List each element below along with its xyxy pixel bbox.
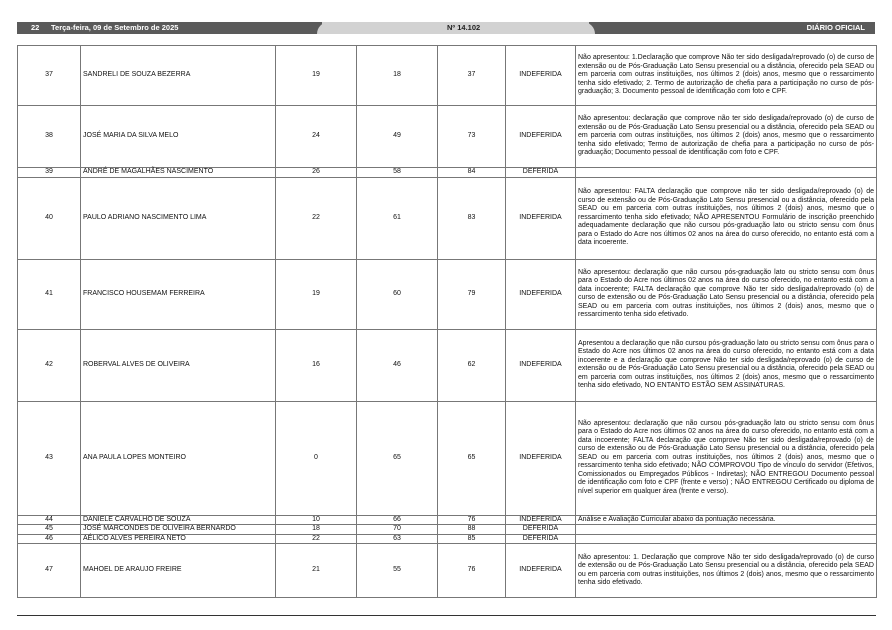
- score-a: 0: [276, 401, 357, 515]
- score-a: 22: [276, 534, 357, 544]
- score-a: 24: [276, 106, 357, 168]
- observation: Não apresentou: declaração que não cursou pós-graduação lato ou stricto sensu com ônus para o Estado do Acre nos últimos 02 anos na área do curso oferecido, no entanto está com a data incoerente; FALTA declaração que comprove Não ter sido desligada/reprovado (o) de curso de extensão ou de Pós-Graduação Lato Sensu presencial ou a distância, oferecido pela SEAD ou em parceria com outras instituições, nos últimos 2 (dois) anos, mesmo que o ressarcimento tenha sido efetivado.: [576, 259, 877, 329]
- score-total: 65: [438, 401, 506, 515]
- table-row: [18, 106, 877, 168]
- table-row: [18, 329, 877, 401]
- observation: Não apresentou: 1.Declaração que comprove Não ter sido desligada/reprovado (o) de curso de extensão ou de Pós-Graduação Lato Sensu presencial ou a distância, oferecido pela SEAD ou em parceria com outras instituições, nos últimos 2 (dois) anos, mesmo que o ressarcimento tenha sido efetivado; 2. Termo de autorização de chefia para a participação no curso de pós-graduação; 3. Documento pessoal de identificação com foto e CPF.: [576, 46, 877, 106]
- candidate-name: FRANCISCO HOUSEMAM FERREIRA: [81, 259, 276, 329]
- status: INDEFERIDA: [506, 329, 576, 401]
- score-b: 49: [357, 106, 438, 168]
- row-number: 40: [18, 177, 81, 259]
- score-total: 85: [438, 534, 506, 544]
- candidate-name: AÉLICO ALVES PEREIRA NETO: [81, 534, 276, 544]
- observation: [576, 525, 877, 535]
- score-total: 37: [438, 46, 506, 106]
- observation: Não apresentou: declaração que não cursou pós-graduação lato ou stricto sensu com ônus para o Estado do Acre nos últimos 02 anos na área do curso oferecido, no entanto está com a data incoerente; FALTA declaração que comprove Não ter sido desligada/reprovado (o) de curso de extensão ou de Pós-Graduação Lato Sensu presencial ou a distância, oferecido pela SEAD ou em parceria com outras instituições, nos últimos 2 (dois) anos, mesmo que o ressarcimento tenha sido efetivado; NÃO COMPROVOU Tipo de vínculo do servidor (Efetivos, Comissionados ou Empregados Públicos - Indiretas); NÃO ENTREGOU Documento pessoal de identificação com foto e CPF (frente e verso) ; NÃO ENTREGOU Certificado ou diploma de nível superior em qualquer área (frente e verso).: [576, 401, 877, 515]
- score-a: 10: [276, 515, 357, 525]
- score-a: 19: [276, 46, 357, 106]
- score-total: 73: [438, 106, 506, 168]
- row-number: 47: [18, 544, 81, 598]
- candidate-name: ANA PAULA LOPES MONTEIRO: [81, 401, 276, 515]
- row-number: 41: [18, 259, 81, 329]
- row-number: 37: [18, 46, 81, 106]
- status: INDEFERIDA: [506, 544, 576, 598]
- score-total: 79: [438, 259, 506, 329]
- table-row: [18, 401, 877, 515]
- candidate-name: ROBERVAL ALVES DE OLIVEIRA: [81, 329, 276, 401]
- table-row: [18, 525, 877, 535]
- score-b: 63: [357, 534, 438, 544]
- score-total: 83: [438, 177, 506, 259]
- observation: Apresentou a declaração que não cursou pós-graduação lato ou stricto sensu com ônus para o Estado do Acre nos últimos 02 anos na área do curso oferecido, no entanto está com a data incoerente e a declaração que comprove Não ter sido desligada/reprovado (o) de curso de extensão ou de Pós-Graduação Lato Sensu presencial ou a distância, oferecido pela SEAD ou em parceria com outras instituições, nos últimos 2 (dois) anos, mesmo que o ressarcimento tenha sido efetivado, NO ENTANTO ESTÃO SEM ASSINATURAS.: [576, 329, 877, 401]
- score-a: 19: [276, 259, 357, 329]
- publication-title: DIÁRIO OFICIAL: [806, 23, 865, 32]
- candidate-name: MAHOEL DE ARAUJO FREIRE: [81, 544, 276, 598]
- table-row: [18, 544, 877, 598]
- status: INDEFERIDA: [506, 401, 576, 515]
- table-row: [18, 177, 877, 259]
- score-a: 22: [276, 177, 357, 259]
- status: DEFERIDA: [506, 525, 576, 535]
- status: INDEFERIDA: [506, 177, 576, 259]
- row-number: 45: [18, 525, 81, 535]
- row-number: 42: [18, 329, 81, 401]
- status: INDEFERIDA: [506, 106, 576, 168]
- observation: Análise e Avaliação Curricular abaixo da pontuação necessária.: [576, 515, 877, 525]
- score-b: 46: [357, 329, 438, 401]
- score-b: 60: [357, 259, 438, 329]
- score-b: 65: [357, 401, 438, 515]
- bottom-rule: [17, 615, 876, 616]
- score-a: 26: [276, 168, 357, 178]
- candidate-name: SANDRELI DE SOUZA BEZERRA: [81, 46, 276, 106]
- candidate-name: PAULO ADRIANO NASCIMENTO LIMA: [81, 177, 276, 259]
- score-a: 18: [276, 525, 357, 535]
- score-total: 76: [438, 544, 506, 598]
- score-b: 61: [357, 177, 438, 259]
- table-row: [18, 515, 877, 525]
- page-number: 22: [31, 23, 40, 32]
- status: DEFERIDA: [506, 168, 576, 178]
- issue-date: Terça-feira, 09 de Setembro de 2025: [51, 23, 179, 32]
- status: INDEFERIDA: [506, 46, 576, 106]
- status: DEFERIDA: [506, 534, 576, 544]
- page-header: [17, 22, 875, 34]
- row-number: 43: [18, 401, 81, 515]
- score-total: 62: [438, 329, 506, 401]
- observation: Não apresentou: 1. Declaração que comprove Não ter sido desligada/reprovado (o) de curso de extensão ou de Pós-Graduação Lato Sensu presencial ou a distância, oferecido pela SEAD ou em parceria com outras instituições, nos últimos 2 (dois) anos, mesmo que o ressarcimento tenha sido efetivado.: [576, 544, 877, 598]
- results-table-body: [18, 46, 877, 598]
- row-number: 39: [18, 168, 81, 178]
- candidate-name: JOSÉ MARIA DA SILVA MELO: [81, 106, 276, 168]
- row-number: 46: [18, 534, 81, 544]
- results-table: [17, 45, 877, 598]
- score-a: 16: [276, 329, 357, 401]
- score-b: 55: [357, 544, 438, 598]
- observation: Não apresentou: declaração que comprove não ter sido desligada/reprovado (o) de curso de extensão ou de Pós-Graduação Lato Sensu presencial ou a distância, oferecido pela SEAD ou em parceria com outras instituições, nos últimos 2 (dois) anos, mesmo que o ressarcimento tenha sido efetivado; Termo de autorização de chefia para a participação no curso de pós-graduação; Documento pessoal de identificação com foto e CPF.: [576, 106, 877, 168]
- score-total: 76: [438, 515, 506, 525]
- table-row: [18, 168, 877, 178]
- candidate-name: JOSÉ MARCONDES DE OLIVEIRA BERNARDO: [81, 525, 276, 535]
- table-row: [18, 259, 877, 329]
- score-a: 21: [276, 544, 357, 598]
- score-b: 18: [357, 46, 438, 106]
- row-number: 38: [18, 106, 81, 168]
- issue-number: Nº 14.102: [447, 23, 481, 32]
- observation: [576, 168, 877, 178]
- score-total: 88: [438, 525, 506, 535]
- status: INDEFERIDA: [506, 259, 576, 329]
- observation: Não apresentou: FALTA declaração que comprove não ter sido desligada/reprovado (o) de curso de extensão ou de Pós-Graduação Lato Sensu presencial ou a distância, oferecido pela SEAD ou em parceria com outras instituições, nos últimos 2 (dois) anos, mesmo que o ressarcimento tenha sido efetivado; NÃO APRESENTOU Formulário de inscrição preenchido adequadamente declaração que não cursou pós-graduação lato ou stricto sensu com ônus para o Estado do Acre nos últimos 02 anos na área do curso oferecido, no entanto está com a data incoerente.: [576, 177, 877, 259]
- status: INDEFERIDA: [506, 515, 576, 525]
- score-b: 66: [357, 515, 438, 525]
- table-row: [18, 534, 877, 544]
- score-b: 58: [357, 168, 438, 178]
- row-number: 44: [18, 515, 81, 525]
- candidate-name: ANDRÉ DE MAGALHÃES NASCIMENTO: [81, 168, 276, 178]
- score-b: 70: [357, 525, 438, 535]
- observation: [576, 534, 877, 544]
- score-total: 84: [438, 168, 506, 178]
- table-row: [18, 46, 877, 106]
- candidate-name: DANIELE CARVALHO DE SOUZA: [81, 515, 276, 525]
